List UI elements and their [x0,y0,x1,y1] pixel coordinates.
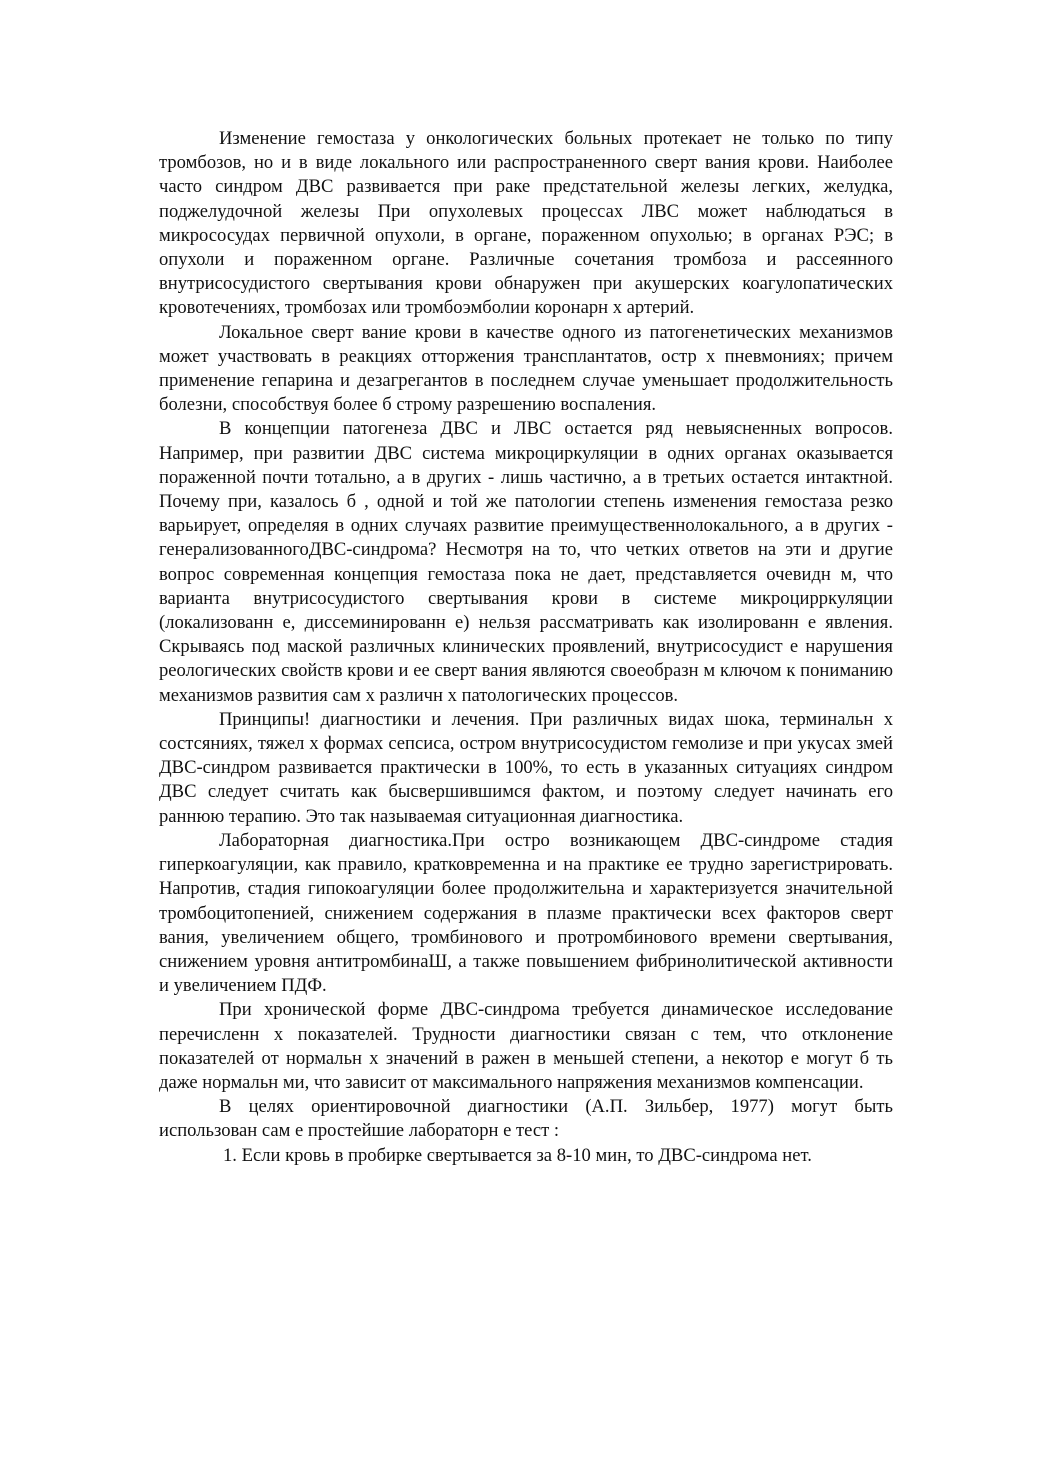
paragraph-orientation-diagnosis: В целях ориентировочной диагностики (А.П. Зильбер, 1977) могут быть использован сам е простейшие лабораторн е тест : [159,1096,893,1142]
paragraph-hemostasis-oncology: Изменение гемостаза у онкологических больных протекает не только по типу тромбозов, но и в виде локального или распространенного сверт вания крови. Наиболее часто синдром ДВС развивается при раке предстательной железы легких, желудка, поджелудочной железы При опухолевых процессах ЛВС может наблюдаться в микрососудах первичной опухоли, в органе, пораженном опухолью; в органах РЭС; в опухоли и пораженном органе. Различные сочетания тромбоза и рассеянного внутрисосудистого свертывания крови обнаружен при акушерских коагулопатических кровотечениях, тромбозах или тромбоэмболии коронарн х артерий. [159,128,893,319]
document-page [159,127,893,1168]
paragraph-laboratory-diagnosis: Лабораторная диагностика.При остро возникающем ДВС-синдроме стадия гиперкоагуляции, как правило, кратковременна и на практике ее трудно зарегистрировать. Напротив, стадия гипокоагуляции более продолжительна и характеризуется значительной тромбоцитопенией, снижением содержания в плазме практически всех факторов сверт вания, увеличением общего, тромбинового и протромбинового времени свертывания, снижением уровня антитромбинаШ, а также повышением фибринолитической активности и увеличением ПДФ. [159,829,893,997]
paragraph-pathogenesis-concept: В концепции патогенеза ДВС и ЛВС остается ряд невыясненных вопросов. Например, при развитии ДВС система микроциркуляции в одних органах оказывается пораженной почти тотально, а в других - лишь частично, а в третьих остается интактной. Почему при, казалось б , одной и той же патологии степень изменения гемостаза резко варьирует, определяя в одних случаях развитие преимущественнолокального, а в других - генерализованногоДВС-синдрома? Несмотря на то, что четких ответов на эти и другие вопрос современная концепция гемостаза пока не дает, представляется очевидн м, что варианта внутрисосудистого свертывания крови в системе микроцирркуляции (локализованн е, диссеминированн е) нельзя рассматривать как изолированн е явления. Скрываясь под маской различных клинических проявлений, внутрисосудист е нарушения реологических свойств крови и ее сверт вания являются своеобразн м ключом к пониманию механизмов развития сам х различн х патологических процессов. [159,418,893,706]
paragraph-chronic-form: При хронической форме ДВС-синдрома требуется динамическое исследование перечисленн х показателей. Трудности диагностики связан с тем, что отклонение показателей от нормальн х значений в ражен в меньшей степени, а некотор е могут б ть даже нормальн ми, что зависит от максимального напряжения механизмов компенсации. [159,999,893,1093]
paragraph-diagnosis-principles: Принципы! диагностики и лечения. При различных видах шока, терминальн х состсяниях, тяжел х формах сепсиса, остром внутрисосудистом гемолизе и при укусах змей ДВС-синдром развивается практически в 100%, то есть в указанных ситуациях синдром ДВС следует считать как бысвершившимся фактом, и поэтому следует начинать его раннюю терапию. Это так называемая ситуационная диагностика. [159,708,893,827]
list-item-test-1: 1. Если кровь в пробирке свертывается за 8-10 мин, то ДВС-синдрома нет. [223,1144,812,1166]
paragraph-local-coagulation: Локальное сверт вание крови в качестве одного из патогенетических механизмов может участвовать в реакциях отторжения трансплантатов, остр х пневмониях; причем применение гепарина и дезагрегантов в последнем случае уменьшает продолжительность болезни, способствуя более б строму разрешению воспаления. [159,321,893,416]
